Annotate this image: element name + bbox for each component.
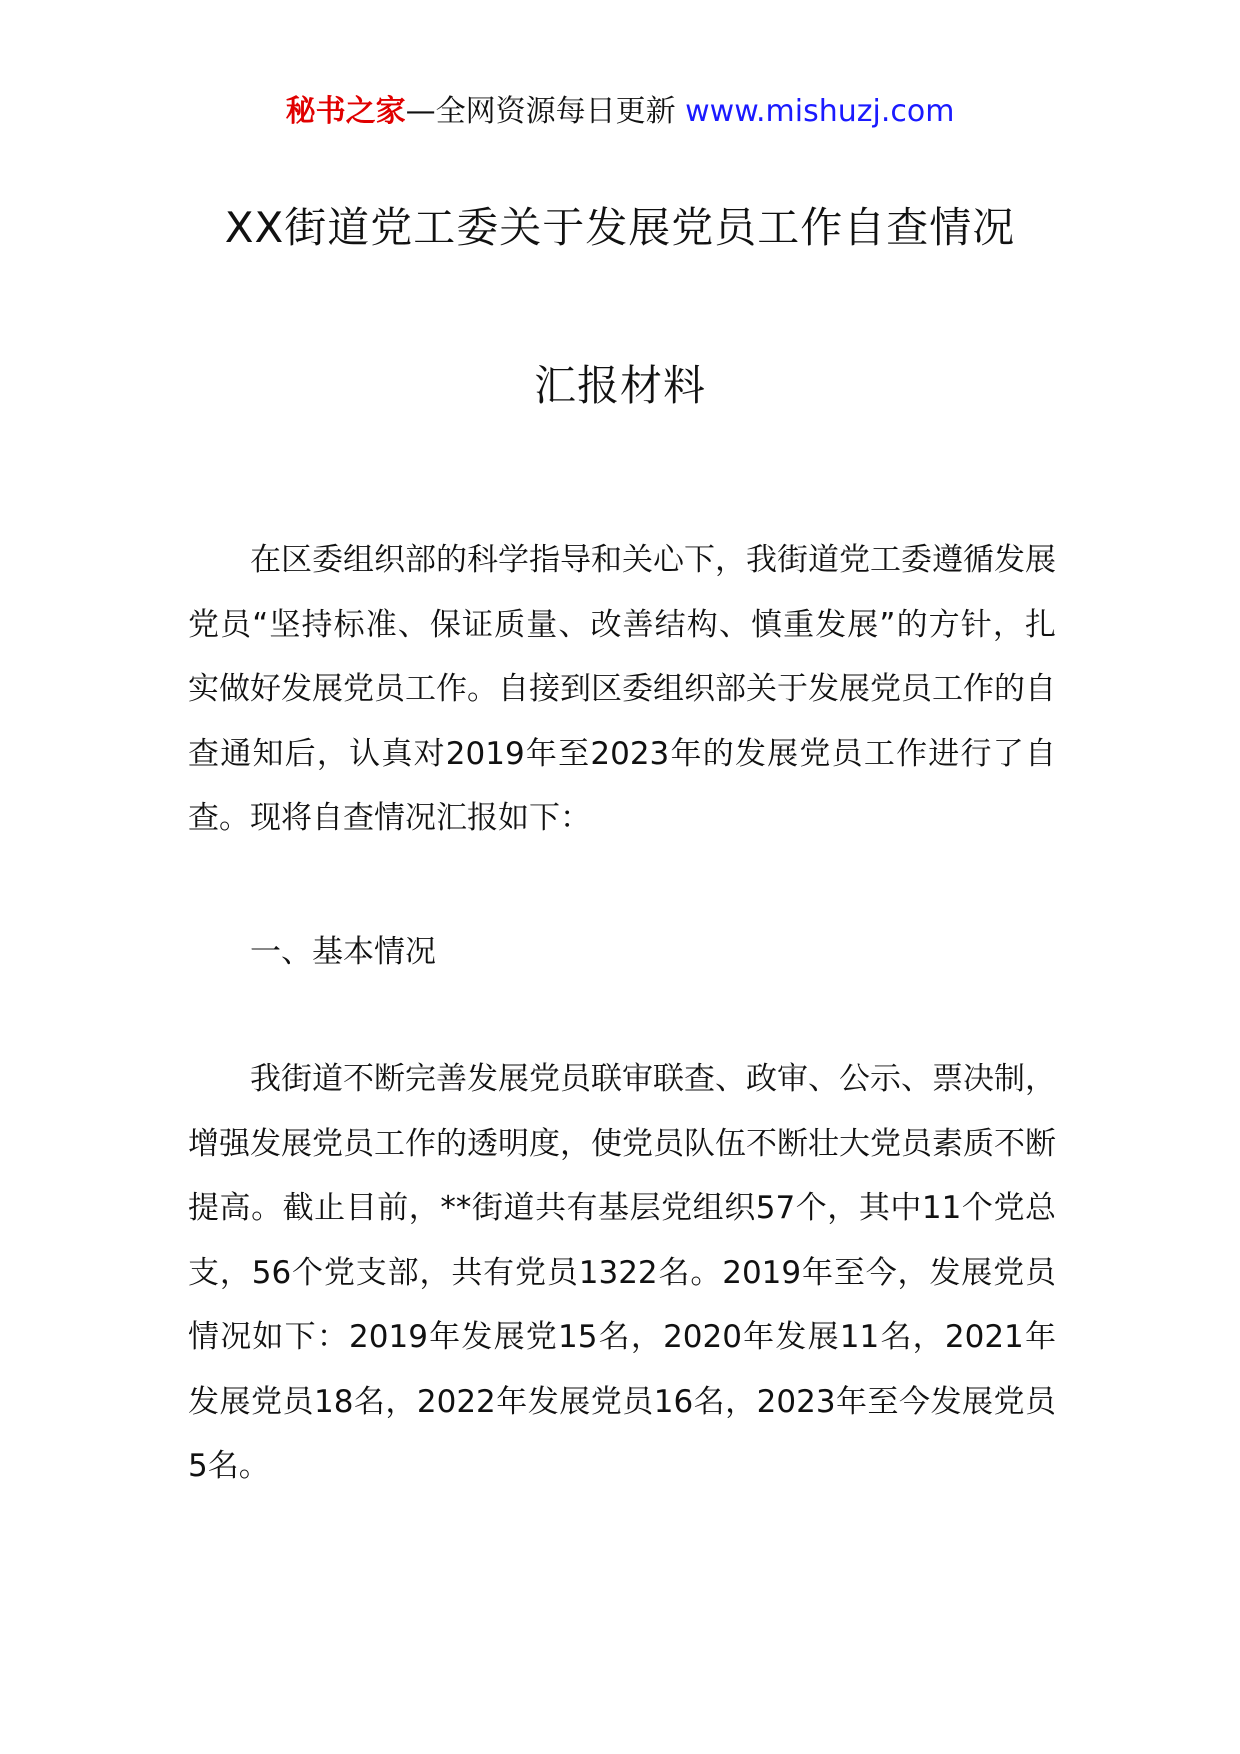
website-link[interactable]: www.mishuzj.com (685, 94, 955, 129)
intro-paragraph: 在区委组织部的科学指导和关心下，我街道党工委遵循发展党员“坚持标准、保证质量、改善结构、慎重发展”的方针，扎实做好发展党员工作。自接到区委组织部关于发展党员工作的自查通知后，认真对2019年至2023年的发展党员工作进行了自查。现将自查情况汇报如下： (188, 542, 1056, 836)
document-title-continued: 汇报材料 (533, 361, 706, 410)
basic-situation-paragraph: 我街道不断完善发展党员联审联查、政审、公示、票决制，增强发展党员工作的透明度，使党员队伍不断壮大党员素质不断提高。截止目前，**街道共有基层党组织57个，其中11个党总支，56个党支部，共有党员1322名。2019年至今，发展党员情况如下：2019年发展党15名，2020年发展11名，2021年发展党员18名，2022年发展党员16名，2023年至今发展党员5名。 (188, 1061, 1056, 1484)
brand-name: 秘书之家 (285, 94, 406, 129)
document-title: XX街道党工委关于发展党员工作自查情况 (224, 203, 1016, 252)
header-tagline: —全网资源每日更新 (405, 94, 686, 129)
section-heading-basic-situation: 一、基本情况 (250, 934, 436, 970)
page-header (0, 92, 1240, 132)
